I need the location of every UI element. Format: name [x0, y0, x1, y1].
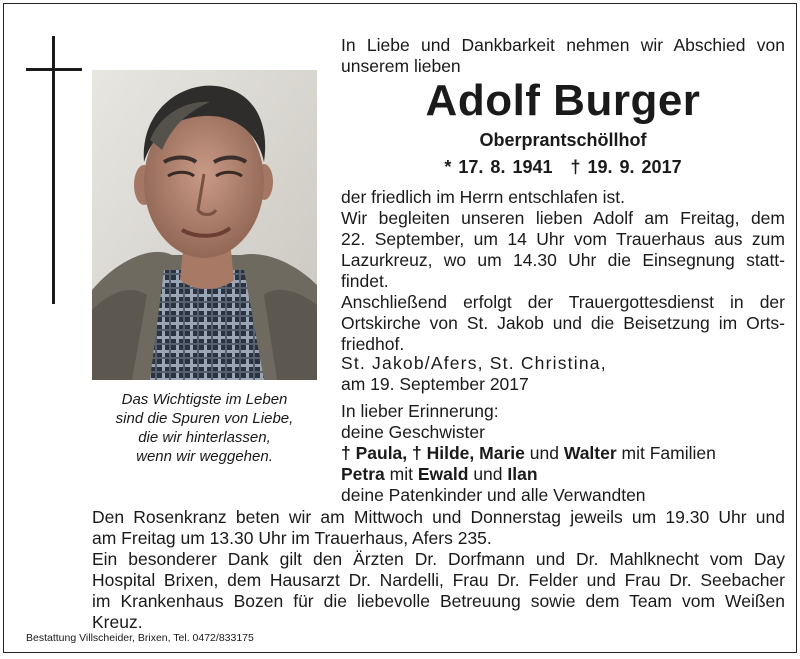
quote-line: sind die Spuren von Liebe,: [115, 410, 294, 427]
quote-line: Das Wichtigste im Leben: [121, 391, 288, 408]
birth-date: * 17. 8. 1941: [444, 157, 553, 177]
mourners-heading: In lieber Erinnerung:: [341, 401, 499, 421]
intro-line: unserem lieben: [341, 56, 461, 76]
godchildren-line: deine Patenkinder und alle Verwandten: [341, 485, 646, 505]
body-line: Anschließend erfolgt der Trauergottesdienst in der: [341, 292, 785, 312]
body-line: Ortskirche von St. Jakob und die Beisetzung im Orts-: [341, 313, 785, 333]
bottom-line: am Freitag um 13.30 Uhr im Trauerhaus, Afers 235.: [92, 528, 492, 548]
quote-line: die wir hinterlassen,: [138, 429, 271, 446]
place-and-date: [341, 353, 785, 395]
funeral-home-credit: Bestattung Villscheider, Brixen, Tel. 0472/833175: [26, 632, 254, 644]
life-dates: [341, 156, 785, 178]
date-line: am 19. September 2017: [341, 374, 529, 394]
rosary-and-thanks: [92, 507, 785, 633]
bottom-line: Ein besonderer Dank gilt den Ärzten Dr. Dorfmann und Dr. Mahlknecht vom Day: [92, 549, 785, 569]
intro-text: [341, 35, 785, 77]
bottom-line: im Krankenhaus Bozen für die liebevolle Betreuung sowie dem Team vom Weißen: [92, 591, 785, 611]
funeral-details: [341, 187, 785, 355]
siblings-line: † Paula, † Hilde, Marie und Walter mit Familien: [341, 443, 716, 463]
obituary-notice: [3, 3, 797, 653]
farm-name: Oberprantschöllhof: [479, 130, 647, 150]
quote-line: wenn wir weggehen.: [136, 448, 273, 465]
place-line: St. Jakob/Afers, St. Christina,: [341, 353, 607, 373]
siblings-label: deine Geschwister: [341, 422, 485, 442]
bottom-line: Den Rosenkranz beten wir am Mittwoch und Donnerstag jeweils um 19.30 Uhr und: [92, 507, 785, 527]
body-line: friedhof.: [341, 334, 405, 354]
body-line: findet.: [341, 271, 389, 291]
body-line: der friedlich im Herrn entschlafen ist.: [341, 187, 625, 207]
mourners-list: [341, 401, 785, 506]
relatives-line: Petra mit Ewald und Ilan: [341, 464, 538, 484]
body-line: Wir begleiten unseren lieben Adolf am Freitag, dem: [341, 208, 785, 228]
death-date: † 19. 9. 2017: [570, 157, 682, 177]
deceased-name: Adolf Burger: [425, 76, 701, 125]
intro-line: In Liebe und Dankbarkeit nehmen wir Abschied von: [341, 35, 785, 55]
body-line: Lazurkreuz, wo um 14.30 Uhr die Einsegnung statt-: [341, 250, 785, 270]
portrait-photo: [92, 70, 317, 380]
body-line: 22. September, um 14 Uhr vom Trauerhaus aus zum: [341, 229, 785, 249]
bottom-line: Kreuz.: [92, 612, 143, 632]
memorial-quote: [92, 390, 317, 466]
bottom-line: Hospital Brixen, dem Hausarzt Dr. Nardelli, Frau Dr. Felder und Frau Dr. Seebacher: [92, 570, 785, 590]
